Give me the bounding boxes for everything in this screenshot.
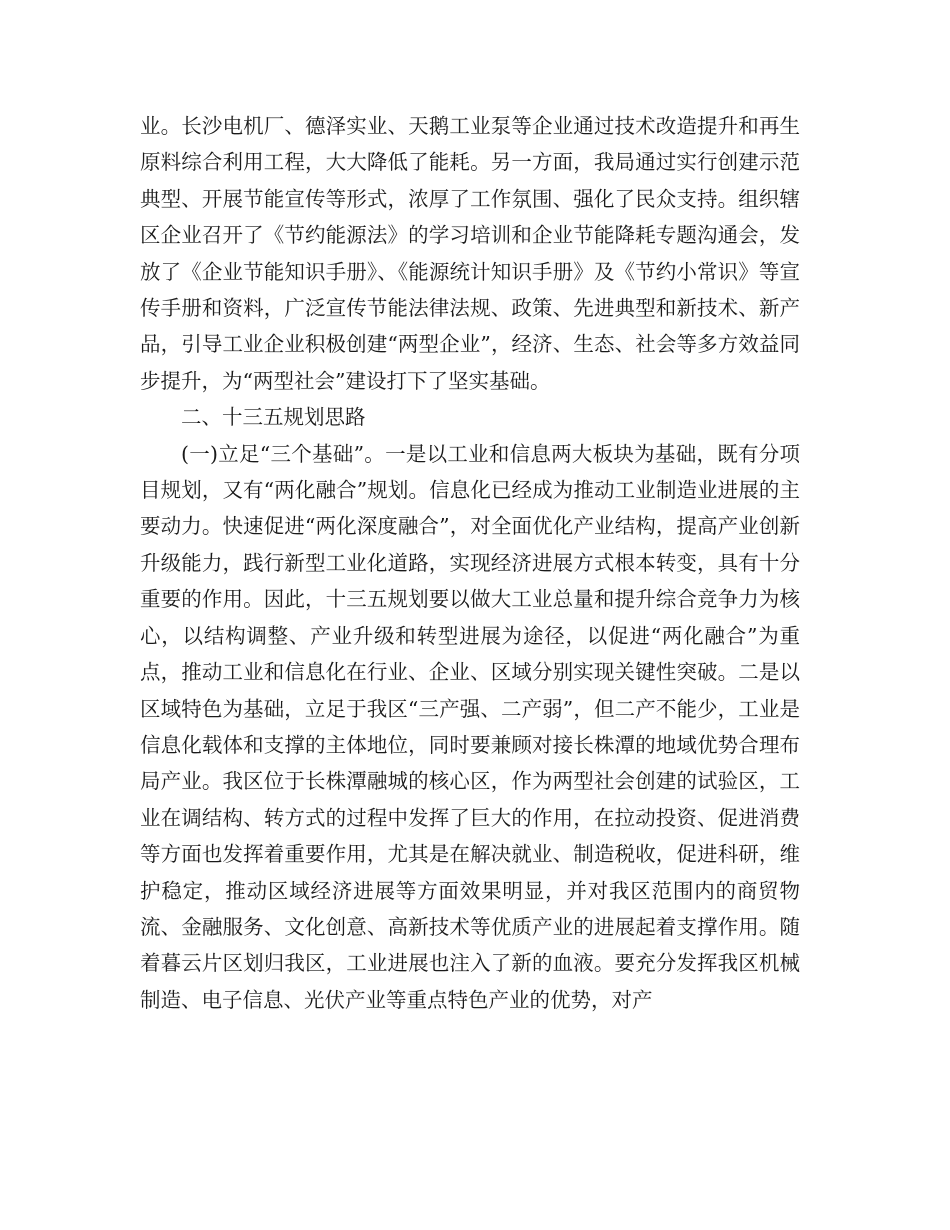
- subsection-paragraph: (一)立足“三个基础”。一是以工业和信息两大板块为基础，既有分项目规划，又有“两化融合”规划。信息化已经成为推动工业制造业进展的主要动力。快速促进“两化深度融合”，对全面优化产业结构，提高产业创新升级能力，践行新型工业化道路，实现经济进展方式根本转变，具有十分重要的作用。因此，十三五规划要以做大工业总量和提升综合竞争力为核心，以结构调整、产业升级和转型进展为途径，以促进“两化融合”为重点，推动工业和信息化在行业、企业、区域分别实现关键性突破。二是以区域特色为基础，立足于我区“三产强、二产弱”，但二产不能少，工业是信息化载体和支撑的主体地位，同时要兼顾对接长株潭的地域优势合理布局产业。我区位于长株潭融城的核心区，作为两型社会创建的试验区，工业在调结构、转方式的过程中发挥了巨大的作用，在拉动投资、促进消费等方面也发挥着重要作用，尤其是在解决就业、制造税收，促进科研，维护稳定，推动区域经济进展等方面效果明显，并对我区范围内的商贸物流、金融服务、文化创意、高新技术等优质产业的进展起着支撑作用。随着暮云片区划归我区，工业进展也注入了新的血液。要充分发挥我区机械制造、电子信息、光伏产业等重点特色产业的优势，对产: [140, 441, 800, 1012]
- document-page: [140, 108, 800, 1018]
- section-heading: 二、十三五规划思路: [181, 405, 366, 430]
- body-paragraph-continuation: 业。长沙电机厂、德泽实业、天鹅工业泵等企业通过技术改造提升和再生原料综合利用工程，大大降低了能耗。另一方面，我局通过实行创建示范典型、开展节能宣传等形式，浓厚了工作氛围、强化了民众支持。组织辖区企业召开了《节约能源法》的学习培训和企业节能降耗专题沟通会，发放了《企业节能知识手册》、《能源统计知识手册》及《节约小常识》等宣传手册和资料，广泛宣传节能法律法规、政策、先进典型和新技术、新产品，引导工业企业积极创建“两型企业”，经济、生态、社会等多方效益同步提升，为“两型社会”建设打下了坚实基础。: [140, 114, 800, 393]
